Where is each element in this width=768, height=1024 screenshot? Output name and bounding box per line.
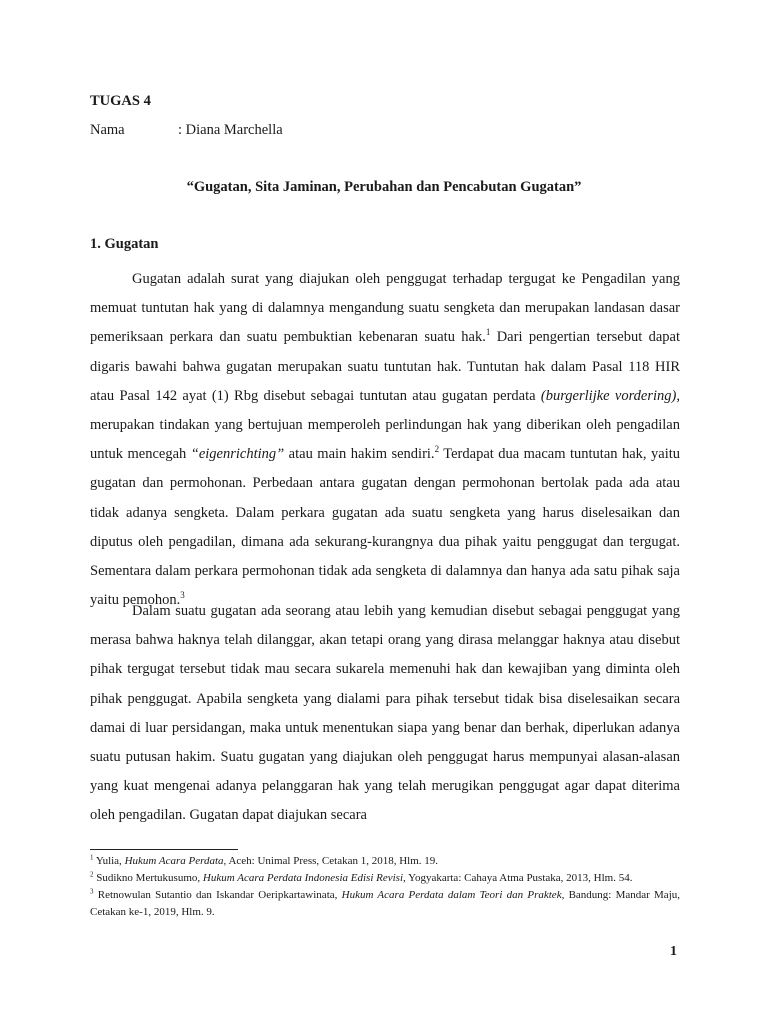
- footnote-ref-2[interactable]: 2: [434, 444, 440, 455]
- footnote-number: 3: [90, 887, 94, 896]
- section-heading: 1. Gugatan: [90, 236, 159, 252]
- footnote-1: [90, 853, 680, 870]
- footnote-author: Retnowulan Sutantio dan Iskandar Oeripkartawinata,: [93, 889, 342, 901]
- footnote-divider: [90, 849, 238, 850]
- footnote-book-title: Hukum Acara Perdata Indonesia Edisi Revisi,: [202, 872, 406, 884]
- footnote-ref-1[interactable]: 1: [485, 327, 491, 338]
- name-label: Nama: [90, 122, 125, 138]
- p1-text-e: Terdapat dua macam tuntutan hak, yaitu gugatan dan permohonan. Perbedaan antara gugatan dengan permohonan bertolak pada ada atau tidak adanya sengketa. Dalam perkara gugatan ada suatu sengketa yang harus diselesaikan dan diputus oleh pengadilan, dimana ada sekurang-kurangnya dua pihak yaitu penggugat dan tergugat. Sementara dalam perkara permohonan tidak ada sengketa di dalamnya dan hanya ada satu pihak saja yaitu pemohon.: [90, 446, 680, 609]
- footnote-2: [90, 870, 680, 887]
- p1-italic-term-1: (burgerlijke vordering),: [540, 387, 680, 404]
- paragraph-1: [90, 265, 680, 615]
- footnotes: [90, 853, 680, 921]
- document-title: “Gugatan, Sita Jaminan, Perubahan dan Pencabutan Gugatan”: [186, 179, 582, 195]
- footnote-publication: Bandung: Mandar Maju, Cetakan ke-1, 2019, Hlm. 9.: [90, 889, 681, 918]
- footnote-3: [90, 887, 680, 921]
- p1-text-a: Gugatan adalah surat yang diajukan oleh penggugat terhadap tergugat ke Pengadilan yang memuat tuntutan hak yang di dalamnya mengandung suatu sengketa dan merupakan landasan dasar pemeriksaan perkara dan suatu pembuktian kebenaran suatu hak.: [90, 271, 680, 346]
- p1-text-b: Dari pengertian tersebut dapat digaris bawahi bahwa gugatan merupakan suatu tuntutan hak. Tuntutan hak dalam Pasal 118 HIR atau Pasal 142 ayat (1) Rbg disebut sebagai tuntutan atau gugatan perdata: [90, 329, 680, 404]
- footnote-author: Yulia,: [93, 855, 125, 867]
- footnote-number: 2: [90, 870, 94, 879]
- footnote-publication: Yogyakarta: Cahaya Atma Pustaka, 2013, Hlm. 54.: [405, 872, 633, 884]
- footnote-book-title: Hukum Acara Perdata dalam Teori dan Praktek,: [341, 889, 565, 901]
- footnote-author: Sudikno Mertukusumo,: [93, 872, 203, 884]
- footnote-book-title: Hukum Acara Perdata,: [124, 855, 227, 867]
- p1-text-c: merupakan tindakan yang bertujuan memperoleh perlindungan hak yang diberikan oleh pengadilan untuk mencegah: [90, 417, 680, 463]
- name-value: : Diana Marchella: [178, 122, 283, 138]
- footnote-number: 1: [90, 853, 94, 862]
- assignment-title: TUGAS 4: [90, 93, 151, 109]
- footnote-publication: Aceh: Unimal Press, Cetakan 1, 2018, Hlm. 19.: [226, 855, 439, 867]
- p1-text-d: atau main hakim sendiri.: [284, 446, 435, 463]
- p1-italic-term-2: “eigenrichting”: [190, 446, 285, 463]
- paragraph-2: [90, 597, 680, 831]
- footnote-ref-3[interactable]: 3: [180, 590, 185, 601]
- page-number: 1: [670, 944, 677, 959]
- p2-text: Dalam suatu gugatan ada seorang atau lebih yang kemudian disebut sebagai penggugat yang merasa bahwa haknya telah dilanggar, akan tetapi orang yang dirasa melanggar haknya atau disebut pihak tergugat tersebut tidak mau secara sukarela memenuhi hak dan kewajiban yang diminta oleh pihak penggugat. Apabila sengketa yang dialami para pihak tersebut tidak bisa diselesaikan secara damai di luar persidangan, maka untuk menentukan siapa yang benar dan berhak, diperlukan adanya suatu putusan hakim. Suatu gugatan yang diajukan oleh penggugat harus mempunyai alasan-alasan yang kuat mengenai adanya pelanggaran hak yang telah merugikan penggugat agar dapat diterima oleh pengadilan. Gugatan dapat diajukan secara: [90, 603, 680, 824]
